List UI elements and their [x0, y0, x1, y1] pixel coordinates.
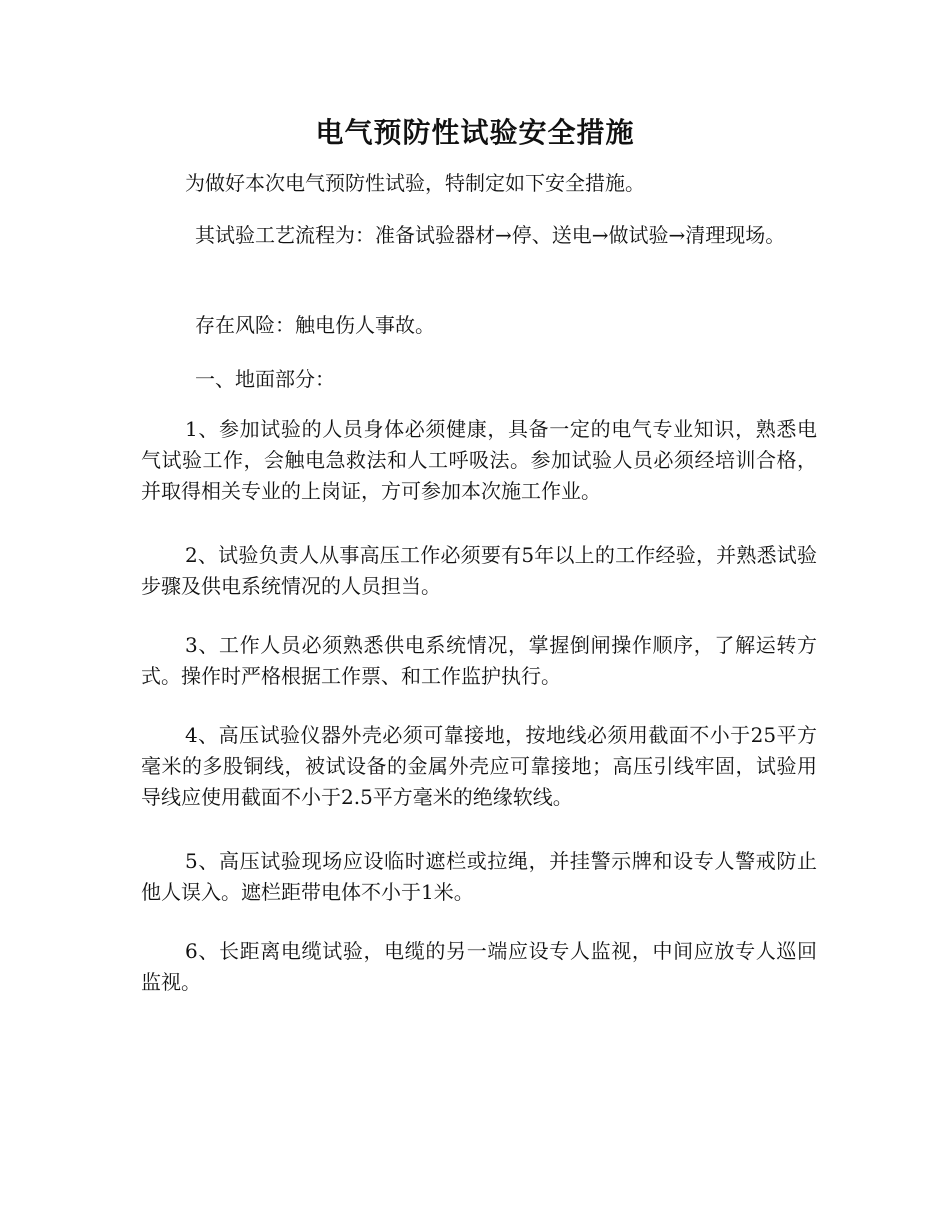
section-heading: 一、地面部分： [195, 367, 335, 391]
list-item: 4、高压试验仪器外壳必须可靠接地，按地线必须用截面不小于25平方毫米的多股铜线，被试设备的金属外壳应可靠接地；高压引线牢固，试验用导线应使用截面不小于2.5平方毫米的绝缘软线。 [141, 723, 817, 809]
list-item: 6、长距离电缆试验，电缆的另一端应设专人监视，中间应放专人巡回监视。 [141, 939, 817, 994]
intro-paragraph: 为做好本次电气预防性试验，特制定如下安全措施。 [185, 171, 645, 195]
list-item: 3、工作人员必须熟悉供电系统情况，掌握倒闸操作顺序，了解运转方式。操作时严格根据工作票、和工作监护执行。 [141, 633, 817, 688]
list-item: 1、参加试验的人员身体必须健康，具备一定的电气专业知识，熟悉电气试验工作，会触电急救法和人工呼吸法。参加试验人员必须经培训合格，并取得相关专业的上岗证，方可参加本次施工作业。 [141, 417, 817, 503]
process-paragraph: 其试验工艺流程为：准备试验器材→停、送电→做试验→清理现场。 [195, 223, 786, 247]
risk-paragraph: 存在风险：触电伤人事故。 [195, 313, 435, 337]
list-item: 5、高压试验现场应设临时遮栏或拉绳，并挂警示牌和设专人警戒防止他人误入。遮栏距带电体不小于1米。 [141, 849, 817, 904]
document-title: 电气预防性试验安全措施 [315, 116, 635, 149]
list-item: 2、试验负责人从事高压工作必须要有5年以上的工作经验，并熟悉试验步骤及供电系统情况的人员担当。 [141, 543, 817, 598]
